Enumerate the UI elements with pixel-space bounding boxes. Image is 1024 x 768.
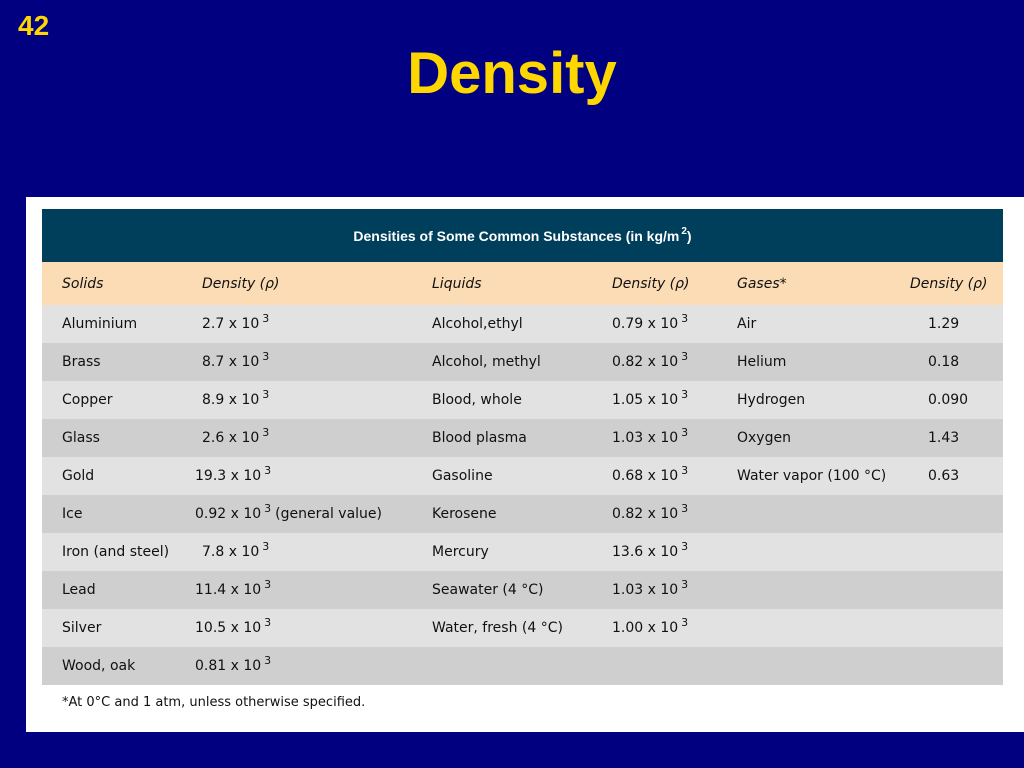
solid-name-cell bbox=[62, 647, 135, 685]
table-panel bbox=[26, 197, 1024, 732]
liquid-density-exponent: 3 bbox=[681, 539, 689, 553]
solid-name-cell bbox=[62, 571, 96, 609]
gas-density-value: 0.090 bbox=[928, 392, 969, 408]
solid-name: Glass bbox=[62, 430, 100, 446]
solid-name-cell bbox=[62, 457, 94, 495]
gas-density-value: 1.29 bbox=[928, 316, 960, 332]
liquid-density-cell bbox=[612, 571, 688, 609]
liquid-name: Seawater (4 °C) bbox=[432, 582, 544, 598]
liquid-density-value: 0.82 x 10 bbox=[612, 354, 679, 370]
liquid-name-cell bbox=[432, 381, 522, 419]
liquid-name-cell bbox=[432, 343, 541, 381]
gas-name-cell bbox=[737, 419, 791, 457]
liquid-name: Kerosene bbox=[432, 506, 497, 522]
solid-density-cell bbox=[202, 343, 273, 381]
liquid-density-exponent: 3 bbox=[681, 311, 689, 325]
liquid-density-cell bbox=[612, 647, 615, 685]
solid-density-value: 11.4 x 10 bbox=[195, 582, 262, 598]
gas-density-value: 0.18 bbox=[928, 354, 960, 370]
solid-name-cell bbox=[62, 533, 169, 571]
gas-name-cell bbox=[737, 305, 756, 343]
column-header-liquids: Liquids bbox=[432, 275, 482, 292]
table-caption bbox=[42, 209, 1003, 262]
solid-density-cell bbox=[195, 457, 275, 495]
liquid-density-exponent: 3 bbox=[681, 425, 689, 439]
solid-name: Gold bbox=[62, 468, 95, 484]
solid-density-exponent: 3 bbox=[262, 349, 270, 363]
liquid-density-exponent: 3 bbox=[681, 615, 689, 629]
table-row bbox=[42, 419, 1003, 457]
liquid-name-cell bbox=[432, 305, 523, 343]
table-caption-text: Densities of Some Common Substances (in kg/m bbox=[353, 227, 680, 244]
liquid-density-cell bbox=[612, 533, 688, 571]
solid-density-cell bbox=[202, 381, 273, 419]
solid-density-exponent: 3 bbox=[264, 615, 272, 629]
liquid-name-cell bbox=[432, 495, 497, 533]
solid-name-cell bbox=[62, 305, 137, 343]
gas-name: Air bbox=[737, 316, 757, 332]
gas-name-cell bbox=[737, 343, 786, 381]
liquid-density-exponent: 3 bbox=[681, 349, 689, 363]
liquid-density-value: 1.00 x 10 bbox=[612, 620, 679, 636]
solid-name: Wood, oak bbox=[62, 658, 136, 674]
solid-density-exponent: 3 bbox=[262, 539, 270, 553]
solid-density-value: 8.7 x 10 bbox=[202, 354, 260, 370]
gas-density-value: 1.43 bbox=[928, 430, 960, 446]
gas-name: Oxygen bbox=[737, 430, 791, 446]
gas-density-value: 0.63 bbox=[928, 468, 960, 484]
liquid-name: Blood plasma bbox=[432, 430, 527, 446]
liquid-density-exponent: 3 bbox=[681, 501, 689, 515]
solid-density-exponent: 3 bbox=[262, 311, 270, 325]
table-row bbox=[42, 343, 1003, 381]
liquid-name-cell bbox=[432, 457, 493, 495]
column-header-solids: Solids bbox=[62, 275, 104, 292]
solid-density-exponent: 3 bbox=[262, 425, 270, 439]
solid-density-cell bbox=[195, 495, 382, 533]
liquid-density-cell bbox=[612, 305, 688, 343]
gas-density-cell bbox=[928, 381, 968, 419]
gas-density-cell bbox=[928, 305, 959, 343]
liquid-density-exponent: 3 bbox=[681, 387, 689, 401]
table-caption-exponent: 2 bbox=[681, 226, 687, 237]
liquid-density-value: 13.6 x 10 bbox=[612, 544, 679, 560]
liquid-density-cell bbox=[612, 419, 688, 457]
solid-density-cell bbox=[202, 305, 273, 343]
solid-density-cell bbox=[195, 571, 275, 609]
solid-density-value: 19.3 x 10 bbox=[195, 468, 262, 484]
solid-density-exponent: 3 bbox=[264, 501, 272, 515]
table-row bbox=[42, 381, 1003, 419]
table-row bbox=[42, 571, 1003, 609]
liquid-density-cell bbox=[612, 343, 688, 381]
liquid-density-value: 0.82 x 10 bbox=[612, 506, 679, 522]
solid-density-exponent: 3 bbox=[264, 463, 272, 477]
liquid-density-cell bbox=[612, 457, 688, 495]
liquid-density-exponent: 3 bbox=[681, 577, 689, 591]
solid-density-exponent: 3 bbox=[264, 577, 272, 591]
solid-density-cell bbox=[195, 647, 275, 685]
liquid-density-cell bbox=[612, 495, 688, 533]
table-row bbox=[42, 305, 1003, 343]
column-header-row bbox=[42, 262, 1003, 305]
solid-name-cell bbox=[62, 381, 112, 419]
liquid-density-value: 1.03 x 10 bbox=[612, 430, 679, 446]
solid-density-value: 7.8 x 10 bbox=[202, 544, 260, 560]
liquid-name-cell bbox=[432, 609, 563, 647]
liquid-density-exponent: 3 bbox=[681, 463, 689, 477]
gas-name: Water vapor (100 °C) bbox=[737, 468, 887, 484]
solid-name: Copper bbox=[62, 392, 113, 408]
solid-name-cell bbox=[62, 609, 101, 647]
table-row bbox=[42, 609, 1003, 647]
solid-name: Aluminium bbox=[62, 316, 138, 332]
table-row bbox=[42, 495, 1003, 533]
liquid-name: Gasoline bbox=[432, 468, 493, 484]
liquid-name-cell bbox=[432, 533, 489, 571]
solid-density-exponent: 3 bbox=[262, 387, 270, 401]
liquid-density-cell bbox=[612, 609, 688, 647]
solid-density-value: 10.5 x 10 bbox=[195, 620, 262, 636]
table-body bbox=[42, 305, 1003, 685]
solid-name-cell bbox=[62, 495, 82, 533]
solid-density-note: (general value) bbox=[275, 506, 382, 522]
table-row bbox=[42, 533, 1003, 571]
column-header-gases: Gases* bbox=[737, 275, 787, 292]
solid-name: Silver bbox=[62, 620, 102, 636]
density-table bbox=[42, 209, 1003, 685]
column-header-gas-density: Density (ρ) bbox=[910, 275, 988, 292]
liquid-density-value: 1.03 x 10 bbox=[612, 582, 679, 598]
solid-name: Ice bbox=[62, 506, 83, 522]
liquid-density-value: 0.68 x 10 bbox=[612, 468, 679, 484]
solid-density-value: 2.7 x 10 bbox=[202, 316, 260, 332]
solid-density-value: 0.81 x 10 bbox=[195, 658, 262, 674]
gas-name: Hydrogen bbox=[737, 392, 806, 408]
solid-density-value: 2.6 x 10 bbox=[202, 430, 260, 446]
liquid-name-cell bbox=[432, 419, 527, 457]
table-footnote: *At 0°C and 1 atm, unless otherwise specified. bbox=[62, 695, 366, 710]
solid-density-exponent: 3 bbox=[264, 653, 272, 667]
solid-name-cell bbox=[62, 343, 101, 381]
gas-density-cell bbox=[928, 343, 959, 381]
liquid-name: Mercury bbox=[432, 544, 489, 560]
table-caption-end: ) bbox=[686, 227, 692, 244]
solid-density-cell bbox=[202, 419, 273, 457]
liquid-name: Alcohol,ethyl bbox=[432, 316, 523, 332]
liquid-density-cell bbox=[612, 381, 688, 419]
gas-density-cell bbox=[928, 457, 959, 495]
gas-name-cell bbox=[737, 381, 805, 419]
liquid-density-value: 1.05 x 10 bbox=[612, 392, 679, 408]
solid-name-cell bbox=[62, 419, 100, 457]
slide-title: Density bbox=[407, 41, 617, 106]
solid-density-value: 0.92 x 10 bbox=[195, 506, 262, 522]
solid-name: Lead bbox=[62, 582, 96, 598]
slide-number: 42 bbox=[18, 10, 50, 41]
liquid-density-value: 0.79 x 10 bbox=[612, 316, 679, 332]
liquid-name: Blood, whole bbox=[432, 392, 522, 408]
solid-density-cell bbox=[202, 533, 273, 571]
solid-density-value: 8.9 x 10 bbox=[202, 392, 260, 408]
solid-name: Brass bbox=[62, 354, 101, 370]
liquid-name: Water, fresh (4 °C) bbox=[432, 620, 563, 636]
gas-name: Helium bbox=[737, 354, 787, 370]
solid-density-cell bbox=[195, 609, 275, 647]
gas-density-cell bbox=[928, 419, 959, 457]
table-row bbox=[42, 647, 1003, 685]
liquid-name: Alcohol, methyl bbox=[432, 354, 541, 370]
liquid-name-cell bbox=[432, 571, 543, 609]
solid-name: Iron (and steel) bbox=[62, 544, 170, 560]
column-header-solid-density: Density (ρ) bbox=[202, 275, 280, 292]
column-header-liquid-density: Density (ρ) bbox=[612, 275, 690, 292]
table-row bbox=[42, 457, 1003, 495]
gas-name-cell bbox=[737, 457, 886, 495]
